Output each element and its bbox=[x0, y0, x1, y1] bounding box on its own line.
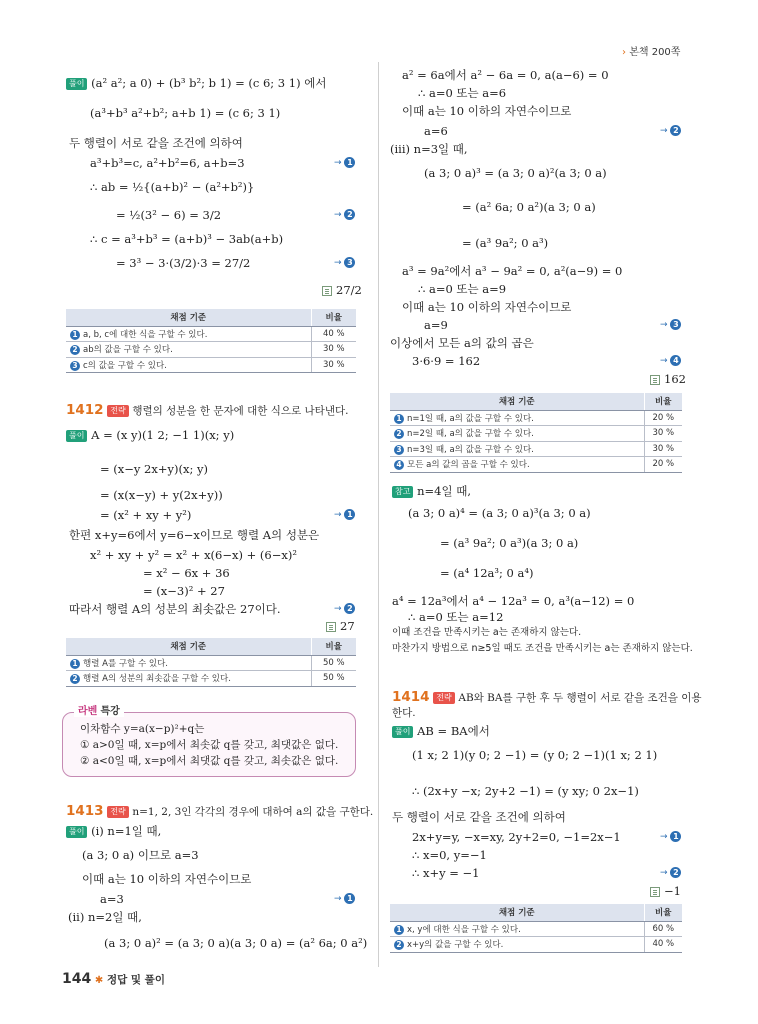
table-row: 1 행렬 A를 구할 수 있다. 50 % bbox=[66, 655, 356, 671]
table-header: 비율 bbox=[311, 638, 356, 655]
equation: ∴ a=0 또는 a=9 bbox=[418, 282, 507, 296]
problem-number: 1412 bbox=[66, 402, 104, 418]
equation: ∴ a=0 또는 a=6 bbox=[418, 86, 507, 100]
strategy-tag: 전략 bbox=[433, 692, 454, 704]
text: (iii) n=3일 때, bbox=[390, 142, 468, 156]
table-row: 3 n=3일 때, a의 값을 구할 수 있다. 30 % bbox=[390, 441, 682, 457]
table-header: 비율 bbox=[311, 309, 356, 326]
problem-number: 1413 bbox=[66, 803, 104, 819]
equation: x² + xy + y² = x² + x(6−x) + (6−x)² bbox=[90, 548, 297, 562]
step-marker: → 1 bbox=[334, 157, 355, 168]
text: 따라서 행렬 A의 성분의 최솟값은 27이다. bbox=[69, 602, 281, 616]
step-marker: → 2 bbox=[334, 209, 355, 220]
strategy-text: 행렬의 성분을 한 문자에 대한 식으로 나타낸다. bbox=[132, 405, 349, 417]
step-marker: → 1 bbox=[334, 893, 355, 904]
solution-tag: 풀이 bbox=[392, 726, 413, 738]
equation: = (x−3)² + 27 bbox=[143, 584, 225, 598]
text: ① a>0일 때, x=p에서 최솟값 q를 갖고, 최댓값은 없다. bbox=[80, 739, 339, 751]
answer-icon bbox=[650, 375, 660, 385]
step-marker: → 2 bbox=[334, 603, 355, 614]
text: 이때 a는 10 이하의 자연수이므로 bbox=[82, 872, 252, 886]
equation: (a² a²; a 0) + (b³ b²; b 1) = (c 6; 3 1) bbox=[91, 76, 301, 90]
answer-icon bbox=[326, 622, 336, 632]
equation: a² = 6a에서 a² − 6a = 0, a(a−6) = 0 bbox=[402, 68, 609, 82]
answer-icon bbox=[650, 887, 660, 897]
equation: = x² − 6x + 36 bbox=[143, 566, 230, 580]
answer: 27/2 bbox=[322, 283, 362, 297]
table-row: 2 행렬 A의 성분의 최솟값을 구할 수 있다. 50 % bbox=[66, 671, 356, 687]
special-lecture-tab: 라벤 특강 bbox=[74, 702, 124, 717]
table-row: 2 n=2일 때, a의 값을 구할 수 있다. 30 % bbox=[390, 426, 682, 442]
text: 이때 a는 10 이하의 자연수이므로 bbox=[402, 104, 572, 118]
page-number: 144 bbox=[62, 971, 92, 987]
table-header: 채점 기준 bbox=[390, 393, 644, 410]
equation: = (a⁴ 12a³; 0 a⁴) bbox=[440, 566, 534, 580]
equation: AB = BA에서 bbox=[417, 724, 490, 738]
equation: (a 3; 0 a)³ = (a 3; 0 a)²(a 3; 0 a) bbox=[424, 166, 607, 180]
ref-page: 200쪽 bbox=[651, 47, 681, 58]
problem-1414-title bbox=[392, 690, 702, 705]
text: 마찬가지 방법으로 n≥5일 때도 조건을 만족시키는 a는 존재하지 않는다. bbox=[392, 643, 693, 654]
step-marker: → 1 bbox=[334, 509, 355, 520]
equation: ∴ x=0, y=−1 bbox=[412, 848, 487, 862]
answer-icon bbox=[322, 286, 332, 296]
equation: = (x(x−y) + y(2x+y)) bbox=[100, 488, 223, 502]
strategy-tag: 전략 bbox=[107, 806, 128, 818]
table-row: 1 x, y에 대한 식을 구할 수 있다. 60 % bbox=[390, 921, 682, 937]
footer bbox=[62, 972, 165, 988]
table-row: 2 x+y의 값을 구할 수 있다. 40 % bbox=[390, 937, 682, 953]
step-marker: → 2 bbox=[660, 125, 681, 136]
text: 두 행렬이 서로 같을 조건에 의하여 bbox=[69, 136, 243, 150]
text: n=4일 때, bbox=[417, 484, 472, 498]
table-header: 비율 bbox=[644, 393, 682, 410]
solution-tag: 풀이 bbox=[66, 78, 87, 90]
equation: = (x² + xy + y²) bbox=[100, 508, 192, 522]
step-marker: → 3 bbox=[334, 257, 355, 268]
table-header: 비율 bbox=[644, 904, 682, 921]
ref-label: 본책 bbox=[629, 47, 649, 58]
scoring-table-1411 bbox=[66, 309, 356, 373]
text: 이때 a는 10 이하의 자연수이므로 bbox=[402, 300, 572, 314]
p1412-line1 bbox=[66, 428, 234, 442]
note-tag: 참고 bbox=[392, 486, 413, 498]
equation: (a 3; 0 a)⁴ = (a 3; 0 a)³(a 3; 0 a) bbox=[408, 506, 591, 520]
chevron-right-icon: › bbox=[622, 47, 626, 58]
text: 에서 bbox=[304, 76, 327, 90]
step-marker: → 2 bbox=[660, 867, 681, 878]
equation: a⁴ = 12a³에서 a⁴ − 12a³ = 0, a³(a−12) = 0 bbox=[392, 594, 635, 608]
text: 이때 조건을 만족시키는 a는 존재하지 않는다. bbox=[392, 627, 582, 638]
equation: ∴ (2x+y −x; 2y+2 −1) = (y xy; 0 2x−1) bbox=[412, 784, 639, 798]
equation: = ½(3² − 6) = 3/2 bbox=[116, 208, 222, 222]
equation: = (a³ 9a²; 0 a³)(a 3; 0 a) bbox=[440, 536, 579, 550]
star-icon: ✱ bbox=[94, 975, 104, 986]
equation: = (a² 6a; 0 a²)(a 3; 0 a) bbox=[462, 200, 596, 214]
equation: a³+b³=c, a²+b²=6, a+b=3 bbox=[90, 156, 245, 170]
equation: 3·6·9 = 162 bbox=[412, 354, 481, 368]
equation: a=3 bbox=[100, 892, 124, 906]
table-header: 채점 기준 bbox=[66, 638, 311, 655]
equation: (1 x; 2 1)(y 0; 2 −1) = (y 0; 2 −1)(1 x; 2 1) bbox=[412, 748, 658, 762]
p1411-line1 bbox=[66, 76, 326, 90]
text: 한편 x+y=6에서 y=6−x이므로 행렬 A의 성분은 bbox=[69, 528, 320, 542]
problem-number: 1414 bbox=[392, 689, 430, 705]
equation: = (a³ 9a²; 0 a³) bbox=[462, 236, 549, 250]
equation: a=9 bbox=[424, 318, 448, 332]
scoring-table-1414 bbox=[390, 904, 682, 953]
solution-tag: 풀이 bbox=[66, 826, 87, 838]
table-row: 4 모든 a의 값의 곱을 구할 수 있다. 20 % bbox=[390, 457, 682, 473]
p1413-line1 bbox=[66, 824, 161, 838]
step-marker: → 1 bbox=[660, 831, 681, 842]
solution-tag: 풀이 bbox=[66, 430, 87, 442]
step-marker: → 3 bbox=[660, 319, 681, 330]
column-divider bbox=[378, 62, 379, 967]
page-reference bbox=[622, 46, 680, 60]
equation: (a³+b³ a²+b²; a+b 1) = (c 6; 3 1) bbox=[90, 106, 281, 120]
equation: (a 3; 0 a)² = (a 3; 0 a)(a 3; 0 a) = (a² 6a; 0 a²) bbox=[104, 936, 368, 950]
equation: 이므로 a=3 bbox=[137, 848, 199, 862]
scoring-table-1412 bbox=[66, 638, 356, 687]
equation: (a 3; 0 a) bbox=[82, 848, 135, 862]
equation: a=6 bbox=[424, 124, 448, 138]
strategy-text: AB와 BA를 구한 후 두 행렬이 서로 같을 조건을 이용 bbox=[458, 692, 702, 704]
note-line1 bbox=[392, 484, 471, 498]
answer: 27 bbox=[326, 619, 355, 633]
text: 이상에서 모든 a의 값의 곱은 bbox=[390, 336, 534, 350]
equation: 2x+y=y, −x=xy, 2y+2=0, −1=2x−1 bbox=[412, 830, 621, 844]
strategy-tag: 전략 bbox=[107, 405, 128, 417]
answer: −1 bbox=[650, 884, 681, 898]
table-row: 1 n=1일 때, a의 값을 구할 수 있다. 20 % bbox=[390, 410, 682, 426]
table-row: 2 ab의 값을 구할 수 있다. 30 % bbox=[66, 342, 356, 358]
text: 두 행렬이 서로 같을 조건에 의하여 bbox=[392, 810, 566, 824]
equation: = 3³ − 3·(3/2)·3 = 27/2 bbox=[116, 256, 251, 270]
table-header: 채점 기준 bbox=[66, 309, 311, 326]
equation: ∴ a=0 또는 a=12 bbox=[408, 610, 504, 624]
p1413-line2 bbox=[82, 848, 199, 862]
text: (i) n=1일 때, bbox=[91, 824, 162, 838]
table-header: 채점 기준 bbox=[390, 904, 644, 921]
table-row: 3 c의 값을 구할 수 있다. 30 % bbox=[66, 357, 356, 373]
answer: 162 bbox=[650, 372, 686, 386]
step-marker: → 4 bbox=[660, 355, 681, 366]
problem-1413-title bbox=[66, 804, 373, 819]
text: (ii) n=2일 때, bbox=[68, 910, 142, 924]
strategy-text: 한다. bbox=[392, 707, 416, 719]
equation: ∴ c = a³+b³ = (a+b)³ − 3ab(a+b) bbox=[90, 232, 284, 246]
equation: A = (x y)(1 2; −1 1)(x; y) bbox=[91, 428, 235, 442]
text: 이차함수 y=a(x−p)²+q는 bbox=[80, 723, 205, 735]
footer-section: 정답 및 풀이 bbox=[106, 974, 165, 986]
table-row: 1 a, b, c에 대한 식을 구할 수 있다. 40 % bbox=[66, 326, 356, 342]
equation: ∴ ab = ½{(a+b)² − (a²+b²)} bbox=[90, 180, 255, 194]
strategy-text: n=1, 2, 3인 각각의 경우에 대하여 a의 값을 구한다. bbox=[132, 806, 374, 818]
text: ② a<0일 때, x=p에서 최댓값 q를 갖고, 최솟값은 없다. bbox=[80, 755, 339, 767]
p1414-line1 bbox=[392, 724, 490, 738]
equation: = (x−y 2x+y)(x; y) bbox=[100, 462, 208, 476]
equation: a³ = 9a²에서 a³ − 9a² = 0, a²(a−9) = 0 bbox=[402, 264, 623, 278]
problem-1412-title bbox=[66, 403, 348, 418]
scoring-table-1413 bbox=[390, 393, 682, 473]
equation: ∴ x+y = −1 bbox=[412, 866, 480, 880]
